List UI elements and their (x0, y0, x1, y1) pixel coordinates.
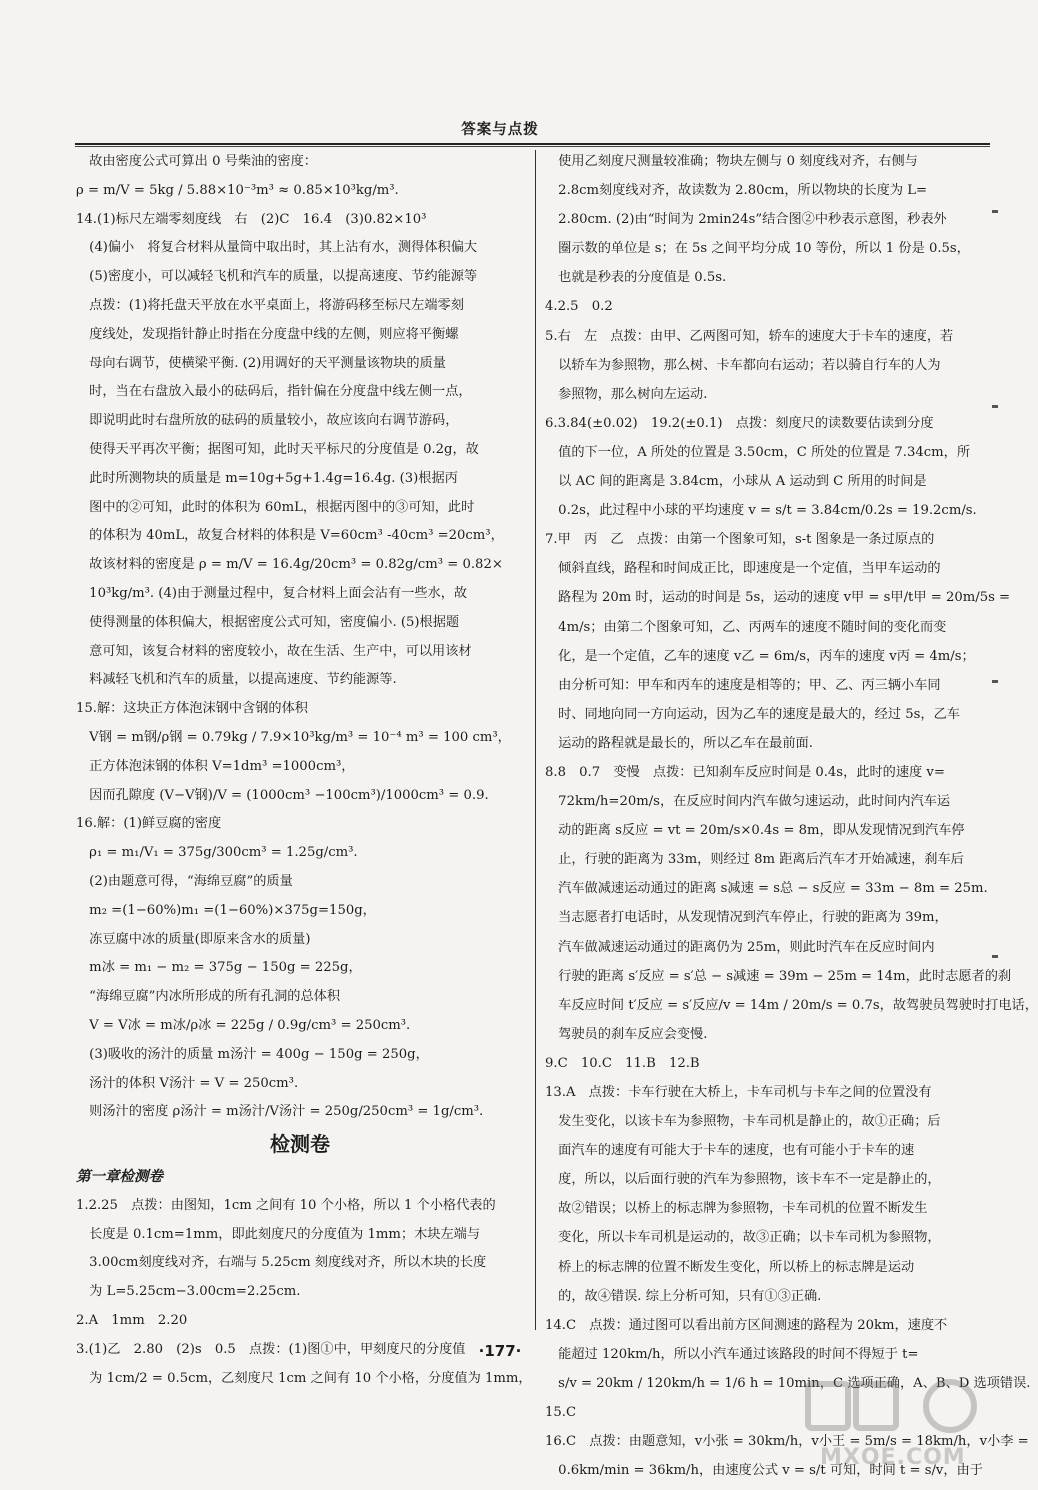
text-line: 动的距离 s反应 = vt = 20m/s×0.4s = 8m，即从发现情况到汽车停 (545, 823, 965, 839)
text-line: 为 L=5.25cm−3.00cm=2.25cm. (76, 1284, 301, 1300)
text-line: 汽车做减速运动通过的距离仍为 25m，则此时汽车在反应时间内 (545, 939, 935, 955)
text-line: 路程为 20m 时，运动的时间是 5s，运动的速度 v甲 = s甲/t甲 = 20m/5s = (545, 590, 1011, 606)
edge-mark (992, 955, 998, 958)
text-line: 故由密度公式可算出 0 号柴油的密度： (76, 154, 317, 169)
edge-mark (992, 680, 998, 683)
text-line: (3)吸收的汤汁的质量 m汤汁 = 400g − 150g = 250g， (76, 1046, 429, 1062)
text-line: 以 AC 间的距离是 3.84cm，小球从 A 运动到 C 所用的时间是 (545, 474, 927, 490)
text-line: 72km/h=20m/s，在反应时间内汽车做匀速运动，此时间内汽车运 (545, 794, 951, 810)
text-line: 汤汁的体积 V汤汁 = V = 250cm³. (76, 1075, 299, 1091)
text-line: 则汤汁的密度 ρ汤汁 = m汤汁/V汤汁 = 250g/250cm³ = 1g/cm³. (76, 1104, 484, 1120)
text-line: 使得天平再次平衡；据图可知，此时天平标尺的分度值是 0.2g，故 (76, 441, 479, 457)
right-column (545, 152, 1038, 1490)
watermark-text: MXQE.COM (820, 1445, 966, 1470)
chapter-title: 第一章检测卷 (76, 1169, 163, 1186)
text-line: 故该材料的密度是 ρ = m/V = 16.4g/20cm³ = 0.82g/cm³ = 0.82× (76, 557, 503, 573)
text-line: 13.A 点拨：卡车行驶在大桥上，卡车司机与卡车之间的位置没有 (545, 1085, 932, 1100)
text-line: ρ₁ = m₁/V₁ = 375g/300cm³ = 1.25g/cm³. (76, 845, 358, 861)
text-line: 10³kg/m³. (4)由于测量过程中，复合材料上面会沾有一些水，故 (76, 585, 468, 601)
text-line: 6.3.84(±0.02) 19.2(±0.1) 点拨：刻度尺的读数要估读到分度 (545, 415, 934, 431)
text-line: V = V冰 = m冰/ρ冰 = 225g / 0.9g/cm³ = 250cm³. (76, 1017, 411, 1033)
text-line: 运动的路程就是最长的，所以乙车在最前面. (545, 735, 813, 751)
text-line: 长度是 0.1cm=1mm，即此刻度尺的分度值为 1mm；木块左端与 (76, 1226, 481, 1242)
text-line: 2.A 1mm 2.20 (76, 1313, 188, 1329)
text-line: “海绵豆腐”内冰所形成的所有孔洞的总体积 (76, 989, 341, 1005)
text-line: 时，当在右盘放入最小的砝码后，指针偏在分度盘中线左侧一点， (76, 384, 472, 400)
text-line: 使得测量的体积偏大，根据密度公式可知，密度偏小. (5)根据题 (76, 614, 460, 630)
page-number: ·177· (478, 1342, 522, 1360)
text-line: 0.6km/min = 36km/h，由速度公式 v = s/t 可知，时间 t = s/v，由于 (545, 1463, 983, 1479)
text-line: 止，行驶的距离为 33m，则经过 8m 距离后汽车才开始减速，刹车后 (545, 852, 964, 868)
text-line: m₂ =(1−60%)m₁ =(1−60%)×375g=150g， (76, 902, 376, 918)
text-line: 0.2s，此过程中小球的平均速度 v = s/t = 3.84cm/0.2s = 19.2cm/s. (545, 503, 977, 519)
text-line: 使用乙刻度尺测量较准确；物块左侧与 0 刻度线对齐，右侧与 (545, 154, 918, 169)
text-line: 桥上的标志牌的位置不断发生变化，所以桥上的标志牌是运动 (545, 1259, 915, 1275)
text-line: 当志愿者打电话时，从发现情况到汽车停止，行驶的距离为 39m， (545, 910, 948, 926)
text-line: 为 1cm/2 = 0.5cm，乙刻度尺 1cm 之间有 10 个小格，分度值为 1mm， (76, 1370, 532, 1386)
text-line: 值的下一位，A 所处的位置是 3.50cm，C 所处的位置是 7.34cm，所 (545, 444, 971, 460)
text-line: 度线处，发现指针静止时指在分度盘中线的左侧，则应将平衡螺 (76, 326, 459, 342)
text-line: s/v = 20km / 120km/h = 1/6 h = 10min，C 选项正确，A、B、D 选项错误. (545, 1375, 1031, 1391)
text-line: 2.8cm刻度线对齐，故读数为 2.80cm，所以物块的长度为 L= (545, 183, 928, 199)
text-line: 故②错误；以桥上的标志牌为参照物，卡车司机的位置不断发生 (545, 1201, 928, 1217)
text-line: 冻豆腐中冰的质量(即原来含水的质量) (76, 931, 311, 947)
text-line: 2.80cm. (2)由“时间为 2min24s”结合图②中秒表示意图，秒表外 (545, 212, 947, 228)
text-line: 化，是一个定值，乙车的速度 v乙 = 6m/s，丙车的速度 v丙 = 4m/s； (545, 648, 975, 664)
edge-mark (992, 210, 998, 213)
text-line: 也就是秒表的分度值是 0.5s. (545, 270, 727, 286)
text-line: 度，所以，以后面行驶的汽车为参照物，该卡车不一定是静止的， (545, 1172, 941, 1188)
text-line: 5.右 左 点拨：由甲、乙两图可知，轿车的速度大于卡车的速度，若 (545, 328, 954, 344)
text-line: 驾驶员的刹车反应会变慢. (545, 1026, 708, 1042)
text-line: m冰 = m₁ − m₂ = 375g − 150g = 225g， (76, 960, 362, 976)
text-line: 3.00cm刻度线对齐，右端与 5.25cm 刻度线对齐，所以木块的长度 (76, 1255, 487, 1271)
text-line: 此时所测物块的质量是 m=10g+5g+1.4g=16.4g. (3)根据丙 (76, 470, 458, 486)
text-line: 发生变化，以该卡车为参照物，卡车司机是静止的，故①正确；后 (545, 1114, 941, 1130)
text-line: 参照物，那么树向左运动. (545, 386, 708, 402)
text-line: 的，故④错误. 综上分析可知，只有①③正确. (545, 1288, 822, 1304)
text-line: 车反应时间 t′反应 = s′反应/v = 14m / 20m/s = 0.7s，故驾驶员驾驶时打电话， (545, 997, 1038, 1013)
text-line: 料减轻飞机和汽车的质量，以提高速度、节约能源等. (76, 672, 397, 688)
text-line: 8.8 0.7 变慢 点拨：已知刹车反应时间是 0.4s，此时的速度 v= (545, 764, 945, 780)
text-line: 14.(1)标尺左端零刻度线 右 (2)C 16.4 (3)0.82×10³ (76, 211, 427, 227)
text-line: 时、同地向同一方向运动，因为乙车的速度是最大的，经过 5s，乙车 (545, 706, 960, 722)
text-line: ρ = m/V = 5kg / 5.88×10⁻³m³ ≈ 0.85×10³kg/m³. (76, 182, 399, 198)
text-line: 以轿车为参照物，那么树、卡车都向右运动；若以骑自行车的人为 (545, 357, 941, 373)
text-line: 行驶的距离 s′反应 = s′总 − s减速 = 39m − 25m = 14m，此时志愿者的刹 (545, 968, 1012, 984)
text-line: 4m/s；由第二个图象可知，乙、丙两车的速度不随时间的变化而变 (545, 619, 947, 635)
left-column (76, 152, 532, 1397)
text-line: 由分析可知：甲车和丙车的速度是相等的；甲、乙、丙三辆小车同 (545, 677, 941, 693)
text-line: (2)由题意可得，“海绵豆腐”的质量 (76, 873, 293, 889)
text-line: 能超过 120km/h，所以小汽车通过该路段的时间不得短于 t= (545, 1346, 919, 1362)
column-divider (535, 150, 536, 1330)
text-line: 即说明此时右盘所放的砝码的质量较小，故应该向右调节游码， (76, 413, 459, 429)
text-line: 变化，所以卡车司机是运动的，故③正确；以卡车司机为参照物， (545, 1230, 941, 1246)
text-line: 的体积为 40mL，故复合材料的体积是 V=60cm³ -40cm³ =20cm³， (76, 528, 504, 544)
text-line: 正方体泡沫钢的体积 V=1dm³ =1000cm³， (76, 758, 355, 774)
text-line: (5)密度小，可以减轻飞机和汽车的质量，以提高速度、节约能源等 (76, 269, 478, 285)
text-line: 15.C (545, 1405, 577, 1421)
page-header-title: 答案与点拨 (461, 122, 539, 138)
text-line: 意可知，该复合材料的密度较小，故在生活、生产中，可以用该材 (76, 643, 472, 659)
header-rule (75, 143, 990, 145)
text-line: 16.C 点拨：由题意知，v小张 = 30km/h，v小王 = 5m/s = 18km/h，v小李 = (545, 1434, 1029, 1450)
edge-mark (992, 405, 998, 408)
section-title: 检测卷 (270, 1132, 330, 1157)
text-line: 16.解：(1)鲜豆腐的密度 (76, 816, 222, 832)
text-line: 汽车做减速运动通过的距离 s减速 = s总 − s反应 = 33m − 8m = 25m. (545, 881, 988, 897)
text-line: 点拨：(1)将托盘天平放在水平桌面上，将游码移至标尺左端零刻 (76, 297, 464, 313)
header-rule-thin (75, 146, 990, 147)
text-line: 4.2.5 0.2 (545, 299, 613, 315)
text-line: (4)偏小 将复合材料从量筒中取出时，其上沾有水，测得体积偏大 (76, 240, 478, 256)
text-line: V钢 = m钢/ρ钢 = 0.79kg / 7.9×10³kg/m³ = 10⁻⁴ m³ = 100 cm³， (76, 729, 511, 745)
text-line: 7.甲 丙 乙 点拨：由第一个图象可知，s-t 图象是一条过原点的 (545, 532, 935, 548)
text-line: 因而孔隙度 (V−V钢)/V = (1000cm³ −100cm³)/1000cm³ = 0.9. (76, 787, 489, 803)
text-line: 15.解：这块正方体泡沫钢中含钢的体积 (76, 701, 308, 717)
text-line: 圈示数的单位是 s；在 5s 之间平均分成 10 等份，所以 1 份是 0.5s， (545, 241, 970, 257)
text-line: 面汽车的速度有可能大于卡车的速度，也有可能小于卡车的速 (545, 1143, 915, 1159)
text-line: 倾斜直线，路程和时间成正比，即速度是一个定值，当甲车运动的 (545, 561, 941, 577)
text-line: 3.(1)乙 2.80 (2)s 0.5 点拨：(1)图①中，甲刻度尺的分度值 (76, 1341, 466, 1357)
text-line: 图中的②可知，此时的体积为 60mL，根据丙图中的③可知，此时 (76, 499, 475, 515)
text-line: 母向右调节，使横梁平衡. (2)用调好的天平测量该物块的质量 (76, 355, 446, 371)
text-line: 1.2.25 点拨：由图知，1cm 之间有 10 个小格，所以 1 个小格代表的 (76, 1197, 496, 1213)
text-line: 9.C 10.C 11.B 12.B (545, 1055, 700, 1071)
text-line: 14.C 点拨：通过图可以看出前方区间测速的路程为 20km，速度不 (545, 1317, 948, 1333)
